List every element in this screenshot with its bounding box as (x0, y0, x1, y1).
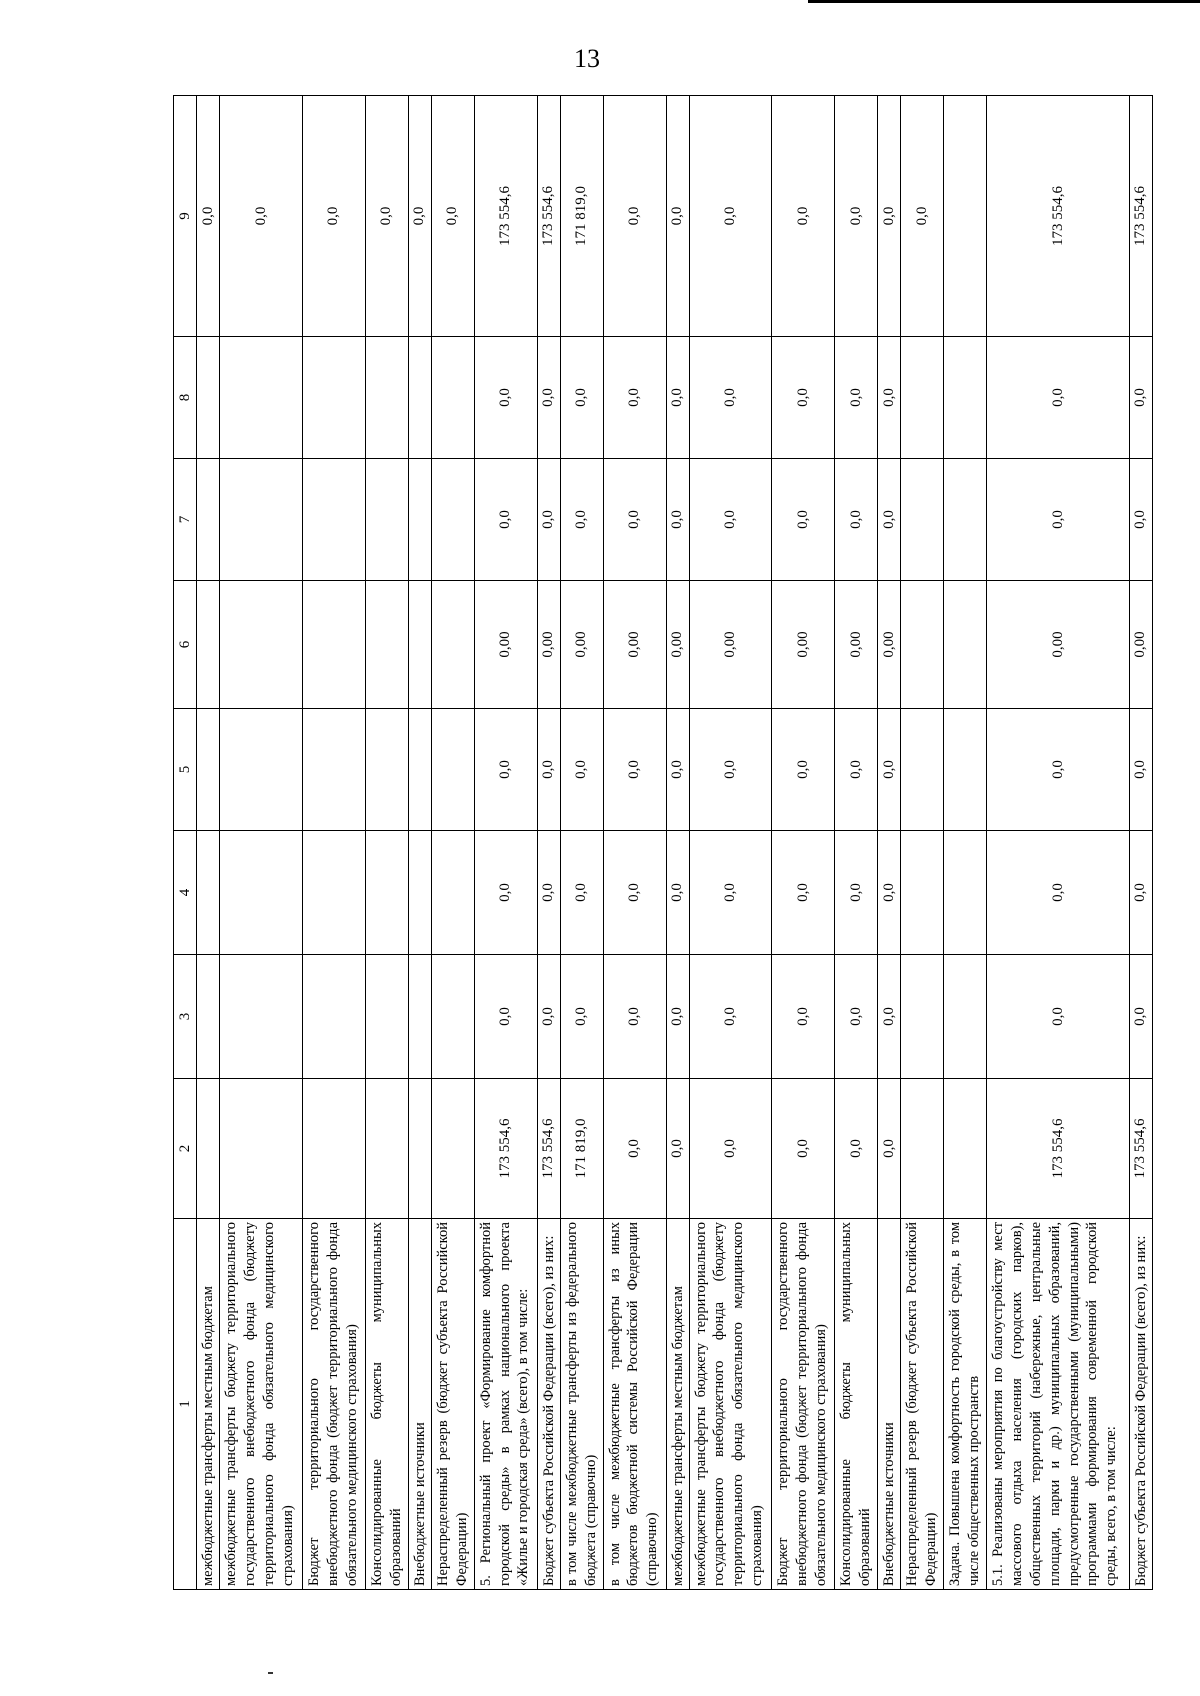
value-cell-col5: 0,0 (878, 709, 901, 831)
value-cell-col5: 0,0 (474, 709, 537, 831)
col-header-4: 4 (174, 831, 197, 955)
row-label: Бюджет территориального государственного внебюджетного фонда (бюджет территориального фонда обязательного медицинского страхования) (302, 1219, 365, 1590)
value-cell-col6: 0,00 (689, 581, 772, 709)
value-cell-col5: 0,0 (666, 709, 689, 831)
col-header-8: 8 (174, 337, 197, 459)
row-label: 5. Региональный проект «Формирование комфортной городской среды» в рамках национального проекта «Жилье и городская среда» (всего), в том числе: (474, 1219, 537, 1590)
value-cell-col7 (408, 459, 431, 581)
value-cell-col3 (302, 955, 365, 1079)
value-cell-col7: 0,0 (560, 459, 603, 581)
value-cell-col8: 0,0 (772, 337, 835, 459)
value-cell-col8 (408, 337, 431, 459)
value-cell-col3: 0,0 (537, 955, 560, 1079)
row-label: Нераспределенный резерв (бюджет субъекта Российской Федерации) (901, 1219, 944, 1590)
col-header-9: 9 (174, 96, 197, 337)
value-cell-col9: 0,0 (408, 96, 431, 337)
value-cell-col4 (901, 831, 944, 955)
value-cell-col8: 0,0 (1129, 337, 1152, 459)
value-cell-col2: 173 554,6 (474, 1079, 537, 1219)
value-cell-col5: 0,0 (772, 709, 835, 831)
value-cell-col6 (302, 581, 365, 709)
row-label: Внебюджетные источники (878, 1219, 901, 1590)
value-cell-col9: 173 554,6 (474, 96, 537, 337)
table-row (772, 96, 835, 1590)
value-cell-col8 (365, 337, 408, 459)
value-cell-col4 (365, 831, 408, 955)
value-cell-col3: 0,0 (689, 955, 772, 1079)
value-cell-col3 (365, 955, 408, 1079)
value-cell-col3: 0,0 (666, 955, 689, 1079)
value-cell-col7: 0,0 (689, 459, 772, 581)
value-cell-col5: 0,0 (537, 709, 560, 831)
value-cell-col3 (431, 955, 474, 1079)
col-header-3: 3 (174, 955, 197, 1079)
row-label: Консолидированные бюджеты муниципальных образований (365, 1219, 408, 1590)
value-cell-col9: 0,0 (901, 96, 944, 337)
value-cell-col4: 0,0 (537, 831, 560, 955)
table-row (365, 96, 408, 1590)
table-row (987, 96, 1130, 1590)
value-cell-col6: 0,00 (537, 581, 560, 709)
value-cell-col3: 0,0 (772, 955, 835, 1079)
value-cell-col8 (901, 337, 944, 459)
col-header-6: 6 (174, 581, 197, 709)
value-cell-col4 (302, 831, 365, 955)
value-cell-col6: 0,00 (835, 581, 878, 709)
row-label: Бюджет территориального государственного внебюджетного фонда (бюджет территориального фонда обязательного медицинского страхования) (772, 1219, 835, 1590)
row-label: межбюджетные трансферты бюджету территориального государственного внебюджетного фонда (бюджету территориального фонда обязательного медицинского страхования) (689, 1219, 772, 1590)
table-row (689, 96, 772, 1590)
table-row (474, 96, 537, 1590)
rotated-table-container (173, 96, 1153, 1590)
table-row (944, 96, 987, 1590)
top-rule (808, 0, 1200, 3)
value-cell-col6: 0,00 (560, 581, 603, 709)
value-cell-col2 (408, 1079, 431, 1219)
value-cell-col7: 0,0 (537, 459, 560, 581)
value-cell-col5 (220, 709, 303, 831)
value-cell-col2: 0,0 (689, 1079, 772, 1219)
value-cell-col2 (944, 1079, 987, 1219)
value-cell-col6: 0,00 (878, 581, 901, 709)
value-cell-col6 (365, 581, 408, 709)
value-cell-col8: 0,0 (878, 337, 901, 459)
value-cell-col7 (944, 459, 987, 581)
value-cell-col6 (197, 581, 220, 709)
value-cell-col4: 0,0 (560, 831, 603, 955)
col-header-5: 5 (174, 709, 197, 831)
value-cell-col7: 0,0 (603, 459, 666, 581)
value-cell-col8: 0,0 (689, 337, 772, 459)
value-cell-col4: 0,0 (987, 831, 1130, 955)
table-row (431, 96, 474, 1590)
value-cell-col5: 0,0 (560, 709, 603, 831)
table-row (603, 96, 666, 1590)
value-cell-col8: 0,0 (560, 337, 603, 459)
value-cell-col4 (431, 831, 474, 955)
value-cell-col3 (408, 955, 431, 1079)
table-row (560, 96, 603, 1590)
value-cell-col4: 0,0 (689, 831, 772, 955)
value-cell-col4: 0,0 (835, 831, 878, 955)
row-label: в том числе межбюджетные трансферты из иных бюджетов бюджетной системы Российской Федерации (справочно) (603, 1219, 666, 1590)
value-cell-col8: 0,0 (987, 337, 1130, 459)
value-cell-col3 (197, 955, 220, 1079)
value-cell-col4: 0,0 (666, 831, 689, 955)
value-cell-col7 (220, 459, 303, 581)
row-label: в том числе межбюджетные трансферты из федерального бюджета (справочно) (560, 1219, 603, 1590)
value-cell-col7 (901, 459, 944, 581)
value-cell-col9: 0,0 (603, 96, 666, 337)
value-cell-col2: 0,0 (772, 1079, 835, 1219)
value-cell-col2: 0,0 (666, 1079, 689, 1219)
row-label: межбюджетные трансферты бюджету территориального государственного внебюджетного фонда (бюджету территориального фонда обязательного медицинского страхования) (220, 1219, 303, 1590)
value-cell-col5: 0,0 (603, 709, 666, 831)
budget-table (173, 95, 1153, 1590)
value-cell-col6 (944, 581, 987, 709)
value-cell-col7 (365, 459, 408, 581)
table-body (197, 96, 1153, 1590)
value-cell-col8 (944, 337, 987, 459)
value-cell-col5 (302, 709, 365, 831)
value-cell-col6 (220, 581, 303, 709)
value-cell-col2: 0,0 (603, 1079, 666, 1219)
table-row (302, 96, 365, 1590)
value-cell-col9: 0,0 (835, 96, 878, 337)
table-row (901, 96, 944, 1590)
value-cell-col5 (944, 709, 987, 831)
value-cell-col6: 0,00 (987, 581, 1130, 709)
value-cell-col3: 0,0 (835, 955, 878, 1079)
row-label: межбюджетные трансферты местным бюджетам (666, 1219, 689, 1590)
value-cell-col3 (901, 955, 944, 1079)
value-cell-col8 (197, 337, 220, 459)
table-row (537, 96, 560, 1590)
value-cell-col6: 0,00 (603, 581, 666, 709)
value-cell-col2 (365, 1079, 408, 1219)
row-label: Нераспределенный резерв (бюджет субъекта Российской Федерации) (431, 1219, 474, 1590)
row-label: Бюджет субъекта Российской Федерации (всего), из них: (537, 1219, 560, 1590)
value-cell-col9: 173 554,6 (987, 96, 1130, 337)
row-label: Бюджет субъекта Российской Федерации (всего), из них: (1129, 1219, 1152, 1590)
value-cell-col7: 0,0 (666, 459, 689, 581)
value-cell-col7: 0,0 (474, 459, 537, 581)
table-row (1129, 96, 1152, 1590)
value-cell-col2 (197, 1079, 220, 1219)
table-row (197, 96, 220, 1590)
value-cell-col6: 0,00 (474, 581, 537, 709)
value-cell-col9: 0,0 (197, 96, 220, 337)
value-cell-col2: 173 554,6 (537, 1079, 560, 1219)
value-cell-col4: 0,0 (878, 831, 901, 955)
value-cell-col5: 0,0 (835, 709, 878, 831)
value-cell-col9: 173 554,6 (537, 96, 560, 337)
value-cell-col7: 0,0 (835, 459, 878, 581)
value-cell-col9: 0,0 (689, 96, 772, 337)
value-cell-col5 (431, 709, 474, 831)
col-header-2: 2 (174, 1079, 197, 1219)
value-cell-col3 (944, 955, 987, 1079)
value-cell-col9: 0,0 (666, 96, 689, 337)
value-cell-col3: 0,0 (987, 955, 1130, 1079)
value-cell-col5: 0,0 (1129, 709, 1152, 831)
value-cell-col9 (944, 96, 987, 337)
page-number: 13 (574, 44, 600, 73)
value-cell-col2 (220, 1079, 303, 1219)
value-cell-col9: 0,0 (772, 96, 835, 337)
value-cell-col2: 171 819,0 (560, 1079, 603, 1219)
value-cell-col6: 0,00 (1129, 581, 1152, 709)
value-cell-col5 (365, 709, 408, 831)
value-cell-col2: 0,0 (878, 1079, 901, 1219)
value-cell-col7 (302, 459, 365, 581)
value-cell-col8: 0,0 (603, 337, 666, 459)
col-header-7: 7 (174, 459, 197, 581)
value-cell-col7: 0,0 (878, 459, 901, 581)
value-cell-col5 (197, 709, 220, 831)
value-cell-col8 (220, 337, 303, 459)
value-cell-col3: 0,0 (603, 955, 666, 1079)
value-cell-col9: 171 819,0 (560, 96, 603, 337)
table-row (878, 96, 901, 1590)
value-cell-col6 (431, 581, 474, 709)
value-cell-col5 (408, 709, 431, 831)
value-cell-col5 (901, 709, 944, 831)
row-label: Задача. Повышена комфортность городской среды, в том числе общественных пространств (944, 1219, 987, 1590)
value-cell-col2 (302, 1079, 365, 1219)
value-cell-col9: 0,0 (431, 96, 474, 337)
value-cell-col4 (944, 831, 987, 955)
value-cell-col4 (197, 831, 220, 955)
value-cell-col4: 0,0 (603, 831, 666, 955)
value-cell-col6: 0,00 (772, 581, 835, 709)
header-row (174, 96, 197, 1590)
value-cell-col4: 0,0 (1129, 831, 1152, 955)
value-cell-col7 (431, 459, 474, 581)
value-cell-col6 (901, 581, 944, 709)
value-cell-col4: 0,0 (474, 831, 537, 955)
value-cell-col3: 0,0 (878, 955, 901, 1079)
value-cell-col6: 0,00 (666, 581, 689, 709)
value-cell-col8 (431, 337, 474, 459)
value-cell-col3: 0,0 (560, 955, 603, 1079)
value-cell-col8: 0,0 (666, 337, 689, 459)
row-label: 5.1. Реализованы мероприятия по благоустройству мест массового отдыха населения (городских парков), общественных территорий (набережные, центральные площади, парки и др.) муниципальных образований, предусмотренные государственными (муниципальными) программами формирования современной городской среды, всего, в том числе: (987, 1219, 1130, 1590)
value-cell-col7 (197, 459, 220, 581)
value-cell-col8 (302, 337, 365, 459)
row-label: межбюджетные трансферты местным бюджетам (197, 1219, 220, 1590)
table-row (220, 96, 303, 1590)
value-cell-col4 (408, 831, 431, 955)
value-cell-col9: 173 554,6 (1129, 96, 1152, 337)
value-cell-col7: 0,0 (987, 459, 1130, 581)
value-cell-col8: 0,0 (835, 337, 878, 459)
scan-mark (268, 1672, 273, 1674)
value-cell-col2 (901, 1079, 944, 1219)
value-cell-col4: 0,0 (772, 831, 835, 955)
value-cell-col6 (408, 581, 431, 709)
value-cell-col7: 0,0 (1129, 459, 1152, 581)
value-cell-col4 (220, 831, 303, 955)
value-cell-col2: 0,0 (835, 1079, 878, 1219)
value-cell-col8: 0,0 (474, 337, 537, 459)
value-cell-col2: 173 554,6 (1129, 1079, 1152, 1219)
value-cell-col5: 0,0 (987, 709, 1130, 831)
value-cell-col9: 0,0 (220, 96, 303, 337)
value-cell-col9: 0,0 (365, 96, 408, 337)
table-row (835, 96, 878, 1590)
value-cell-col3: 0,0 (1129, 955, 1152, 1079)
value-cell-col2 (431, 1079, 474, 1219)
value-cell-col9: 0,0 (878, 96, 901, 337)
value-cell-col8: 0,0 (537, 337, 560, 459)
value-cell-col9: 0,0 (302, 96, 365, 337)
value-cell-col3 (220, 955, 303, 1079)
value-cell-col5: 0,0 (689, 709, 772, 831)
value-cell-col3: 0,0 (474, 955, 537, 1079)
col-header-1: 1 (174, 1219, 197, 1590)
table-row (666, 96, 689, 1590)
row-label: Консолидированные бюджеты муниципальных образований (835, 1219, 878, 1590)
value-cell-col7: 0,0 (772, 459, 835, 581)
table-row (408, 96, 431, 1590)
value-cell-col2: 173 554,6 (987, 1079, 1130, 1219)
row-label: Внебюджетные источники (408, 1219, 431, 1590)
